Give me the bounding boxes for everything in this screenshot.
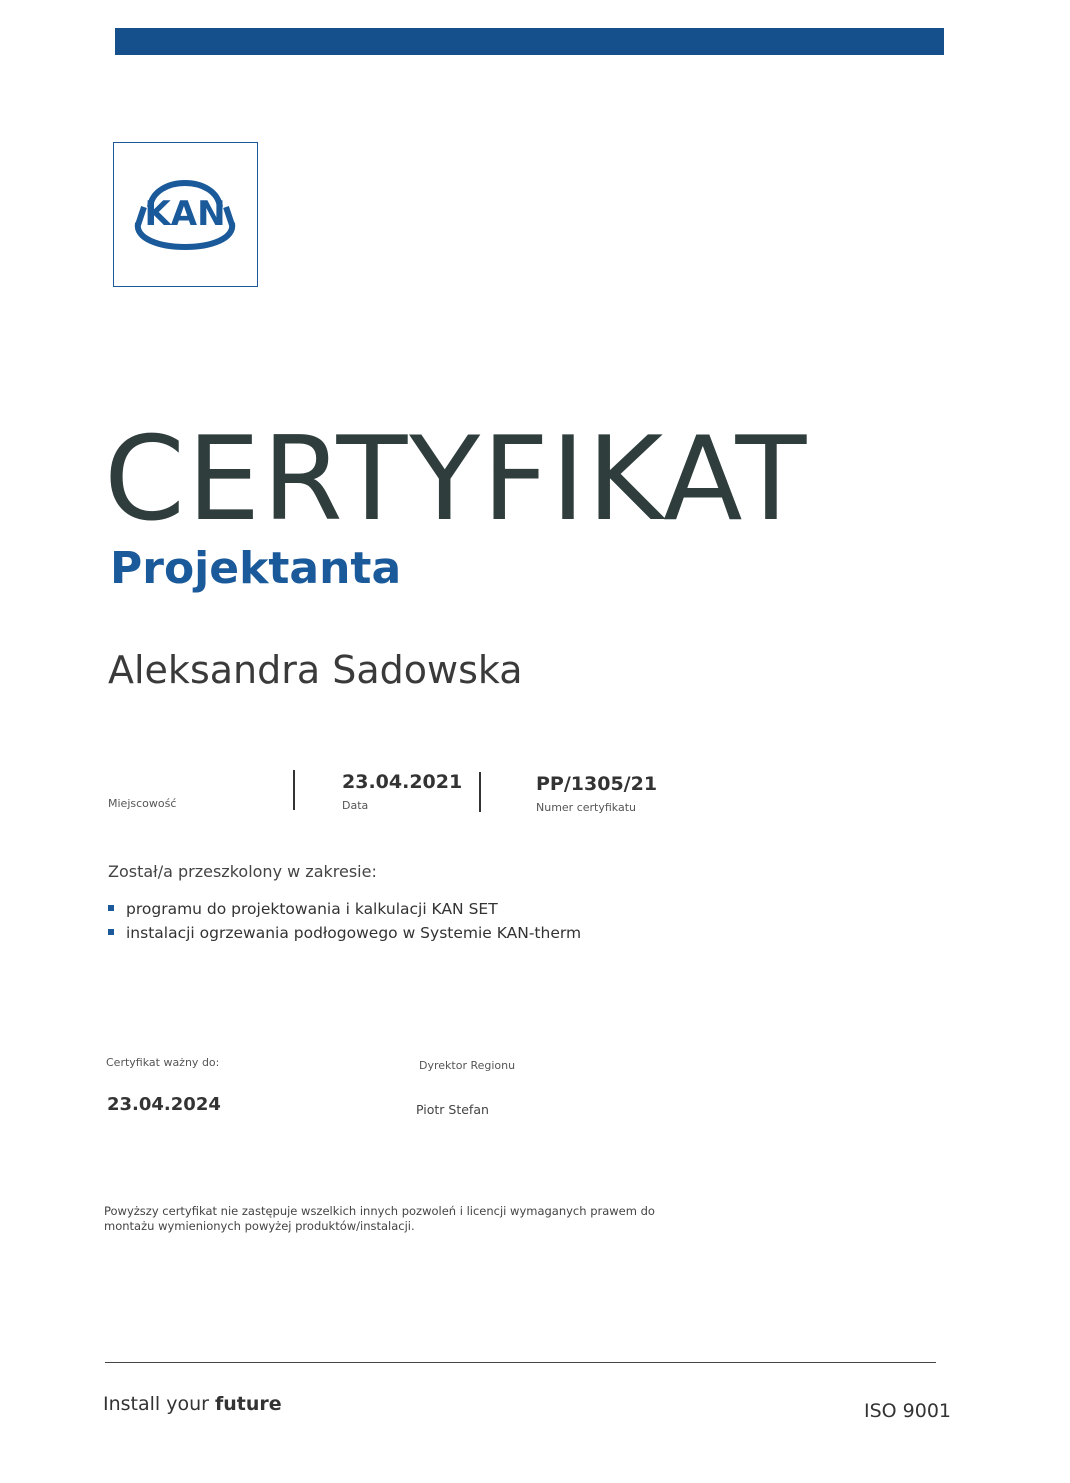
date-value: 23.04.2021 <box>342 771 463 793</box>
trained-scope-title: Został/a przeszkolony w zakresie: <box>108 862 377 881</box>
slogan-prefix: Install your <box>103 1393 209 1415</box>
list-item: programu do projektowania i kalkulacji KAN SET <box>108 897 581 921</box>
disclaimer-text: Powyższy certyfikat nie zastępuje wszelkich innych pozwoleń i licencji wymaganych prawem do montażu wymienionych powyżej produktów/instalacji. <box>104 1204 655 1233</box>
certificate-title: CERTYFIKAT <box>104 412 809 547</box>
director-label: Dyrektor Regionu <box>419 1059 516 1072</box>
footer-slogan <box>103 1393 282 1415</box>
recipient-name: Aleksandra Sadowska <box>108 648 523 692</box>
certificate-number-label: Numer certyfikatu <box>536 801 636 814</box>
iso-standard: ISO 9001 <box>864 1400 952 1422</box>
square-bullet-icon <box>108 929 114 935</box>
field-divider <box>479 772 481 812</box>
list-item: instalacji ogrzewania podłogowego w Systemie KAN-therm <box>108 921 581 945</box>
director-name: Piotr Stefan <box>416 1102 489 1117</box>
certificate-number-value: PP/1305/21 <box>536 773 658 795</box>
kan-logo-icon <box>114 143 256 285</box>
valid-until-value: 23.04.2024 <box>107 1094 221 1115</box>
valid-until-label: Certyfikat ważny do: <box>106 1056 220 1069</box>
kan-logo <box>113 142 258 287</box>
kan-logo-text: KAN <box>144 194 226 234</box>
field-divider <box>293 770 295 810</box>
scope-list <box>108 897 581 945</box>
place-label: Miejscowość <box>108 797 177 810</box>
slogan-bold: future <box>215 1393 282 1415</box>
footer-divider <box>105 1362 936 1363</box>
certificate-subtitle: Projektanta <box>110 543 402 594</box>
square-bullet-icon <box>108 905 114 911</box>
top-accent-bar <box>115 28 944 55</box>
date-label: Data <box>342 799 369 812</box>
